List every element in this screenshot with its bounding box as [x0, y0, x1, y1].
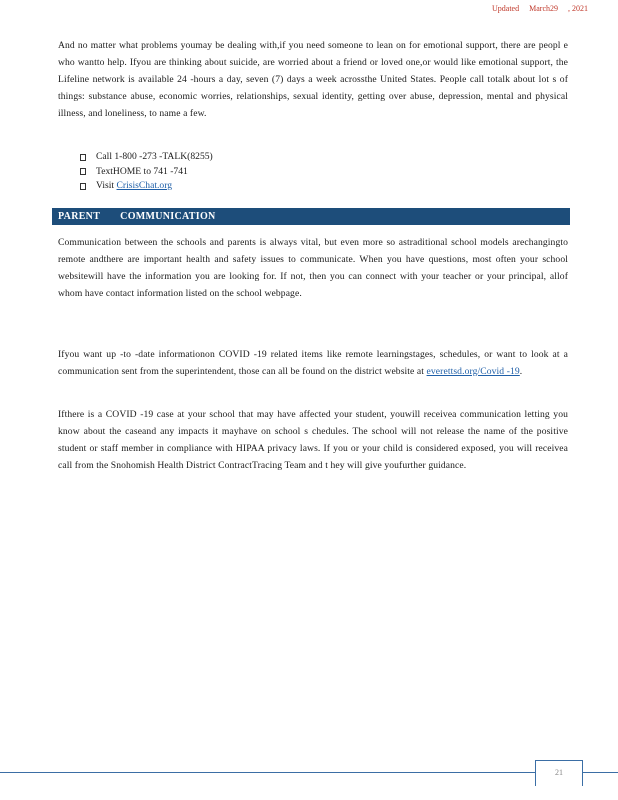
section-heading-parent-communication [52, 208, 570, 225]
call-text: Call 1-800 -273 -TALK(8255) [96, 151, 213, 162]
footer-divider-right [583, 772, 618, 773]
visit-prefix: Visit [96, 180, 115, 191]
footer-divider-left [0, 772, 535, 773]
communication-paragraph: Communication between the schools and parents is always vital, but even more so astraditional school models arechangingto remote andthere are important health and safety issues to communicate. When you have questions, most often your school websitewill have the information you are looking for. If not, then you can connect with your teacher or your principal, allof whom have contact information listed on the school webpage. [58, 237, 568, 299]
list-item [80, 179, 213, 194]
crisischat-link[interactable]: CrisisChat.org [116, 180, 173, 191]
lifeline-paragraph: And no matter what problems youmay be dealing with,if you need someone to lean on for emotional support, there are peopl e who wantto help. Ifyou are thinking about suicide, are worried about a friend or loved one,or would like emotional support, the Lifeline network is available 24 -hours a day, seven (7) days a week acrossthe United States. People call totalk about lot s of things: substance abuse, economic worries, relationships, sexual identity, getting over abuse, depression, mental and physical illness, and loneliness, to name a few. [58, 40, 568, 119]
list-item [80, 165, 213, 180]
section-title-part2: COMMUNICATION [120, 211, 216, 222]
section-title-part1: PARENT [58, 211, 101, 222]
covid-info-end: . [519, 366, 523, 377]
checkbox-bullet-icon [80, 183, 86, 190]
covid-info-paragraph [58, 346, 568, 380]
text-home-text: TextHOME to 741 -741 [96, 165, 188, 177]
updated-date [484, 4, 588, 13]
contact-bullet-list [80, 150, 213, 194]
covid-info-text: Ifyou want up -to -date informationon COVID -19 related items like remote learningstages, schedules, or want to look at a communication sent from the superintendent, those can all be found on the district website at [58, 349, 568, 377]
checkbox-bullet-icon [80, 154, 86, 161]
updated-label: Updated [492, 4, 520, 13]
updated-month-day: March29 [529, 4, 558, 13]
list-item [80, 150, 213, 165]
updated-year: , 2021 [568, 4, 588, 13]
checkbox-bullet-icon [80, 168, 86, 175]
covid-case-paragraph: Ifthere is a COVID -19 case at your school that may have affected your student, youwill receivea communication letting you know about the caseand any impacts it mayhave on school s chedules. The school will not release the name of the positive student or staff member in compliance with HIPAA privacy laws. If you or your child is considered exposed, you will receivea call from the Snohomish Health District ContractTracing Team and t hey will give youfurther guidance. [58, 409, 568, 471]
page-number: 21 [555, 768, 563, 777]
everettsd-covid-link[interactable]: everettsd.org/Covid -19 [426, 366, 520, 377]
